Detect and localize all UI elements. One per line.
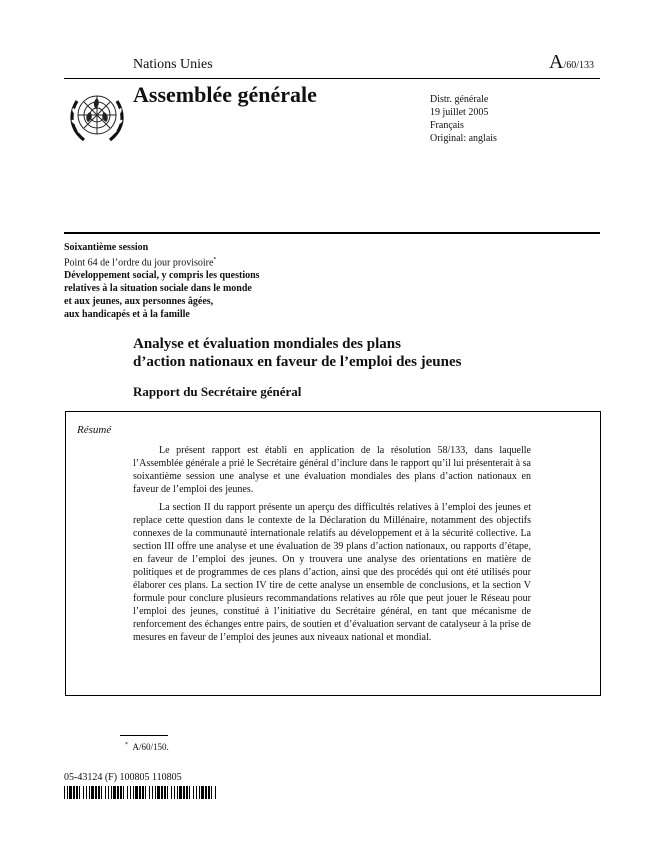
document-symbol-letter: A — [549, 51, 564, 73]
summary-paragraph: Le présent rapport est établi en application de la résolution 58/133, dans laquelle l’Assemblée générale a prié le Secrétaire général d’inclure dans le rapport qu’il lui présenterait à sa soixantième session une analyse et une évaluation mondiales des plans d’action nationaux en faveur de l’emploi des jeunes. — [133, 445, 531, 495]
topic-line: aux handicapés et à la famille — [64, 309, 190, 321]
document-number: 05-43124 (F) 100805 110805 — [64, 772, 182, 783]
distribution-language: Français — [430, 120, 464, 131]
footnote — [125, 742, 169, 752]
agenda-footnote-marker: * — [213, 257, 217, 263]
session-block — [64, 241, 304, 321]
session-name: Soixantième session — [64, 242, 149, 253]
document-symbol — [549, 51, 594, 77]
report-title-line: d’action nationaux en faveur de l’emploi des jeunes — [133, 354, 462, 370]
distribution-block — [430, 93, 497, 145]
distribution-date: 19 juillet 2005 — [430, 107, 489, 118]
topic-line: et aux jeunes, aux personnes âgées, — [64, 296, 214, 308]
agenda-item-text: Point 64 de l’ordre du jour provisoire — [64, 257, 214, 269]
agenda-item — [64, 254, 304, 269]
document-symbol-number: /60/133 — [563, 60, 595, 71]
report-title-line: Analyse et évaluation mondiales des plans — [133, 336, 401, 352]
distribution-original: Original: anglais — [430, 133, 497, 144]
un-emblem-icon — [66, 84, 128, 146]
report-subtitle: Rapport du Secrétaire général — [133, 384, 302, 399]
summary-label: Résumé — [77, 424, 112, 436]
footnote-text: A/60/150. — [132, 742, 169, 752]
topic-line: relatives à la situation sociale dans le monde — [64, 283, 252, 295]
organization-name: Nations Unies — [133, 57, 213, 72]
distribution-line: Distr. générale — [430, 94, 489, 105]
header-rule — [64, 78, 600, 79]
summary-paragraph: La section II du rapport présente un aperçu des difficultés relatives à l’emploi des jeunes et replace cette question dans le contexte de la Déclaration du Millénaire, notamment des objectifs connexes de la communauté internationale relatifs au développement et à la sécurité collective. La section III offre une analyse et une évaluation de 39 plans d’action nationaux, ou rapports d’étape, en faveur de l’emploi des jeunes. On y trouvera une analyse des orientations en matière de politiques et de programmes de ces plans d’action, ainsi que des procédés qui ont été utilisés pour élaborer ces plans. La section IV tire de cette analyse un ensemble de conclusions, et la section V formule pour conclure plusieurs recommandations relatives au rôle que peut jouer le Réseau pour l’emploi des jeunes, constitué à l’initiative du Secrétaire général, en tant que mécanisme de renforcement des échanges entre pairs, de soutien et d’évaluation servant de catalyseur à la prise de mesures en faveur de l’emploi des jeunes aux niveaux national et mondial. — [133, 502, 531, 643]
topic-line: Développement social, y compris les questions — [64, 270, 260, 282]
report-title — [133, 335, 461, 371]
barcode-icon — [64, 786, 217, 799]
footnote-marker: * — [125, 742, 128, 748]
section-rule — [64, 232, 600, 234]
footnote-rule — [120, 735, 168, 736]
assembly-title: Assemblée générale — [133, 82, 317, 107]
